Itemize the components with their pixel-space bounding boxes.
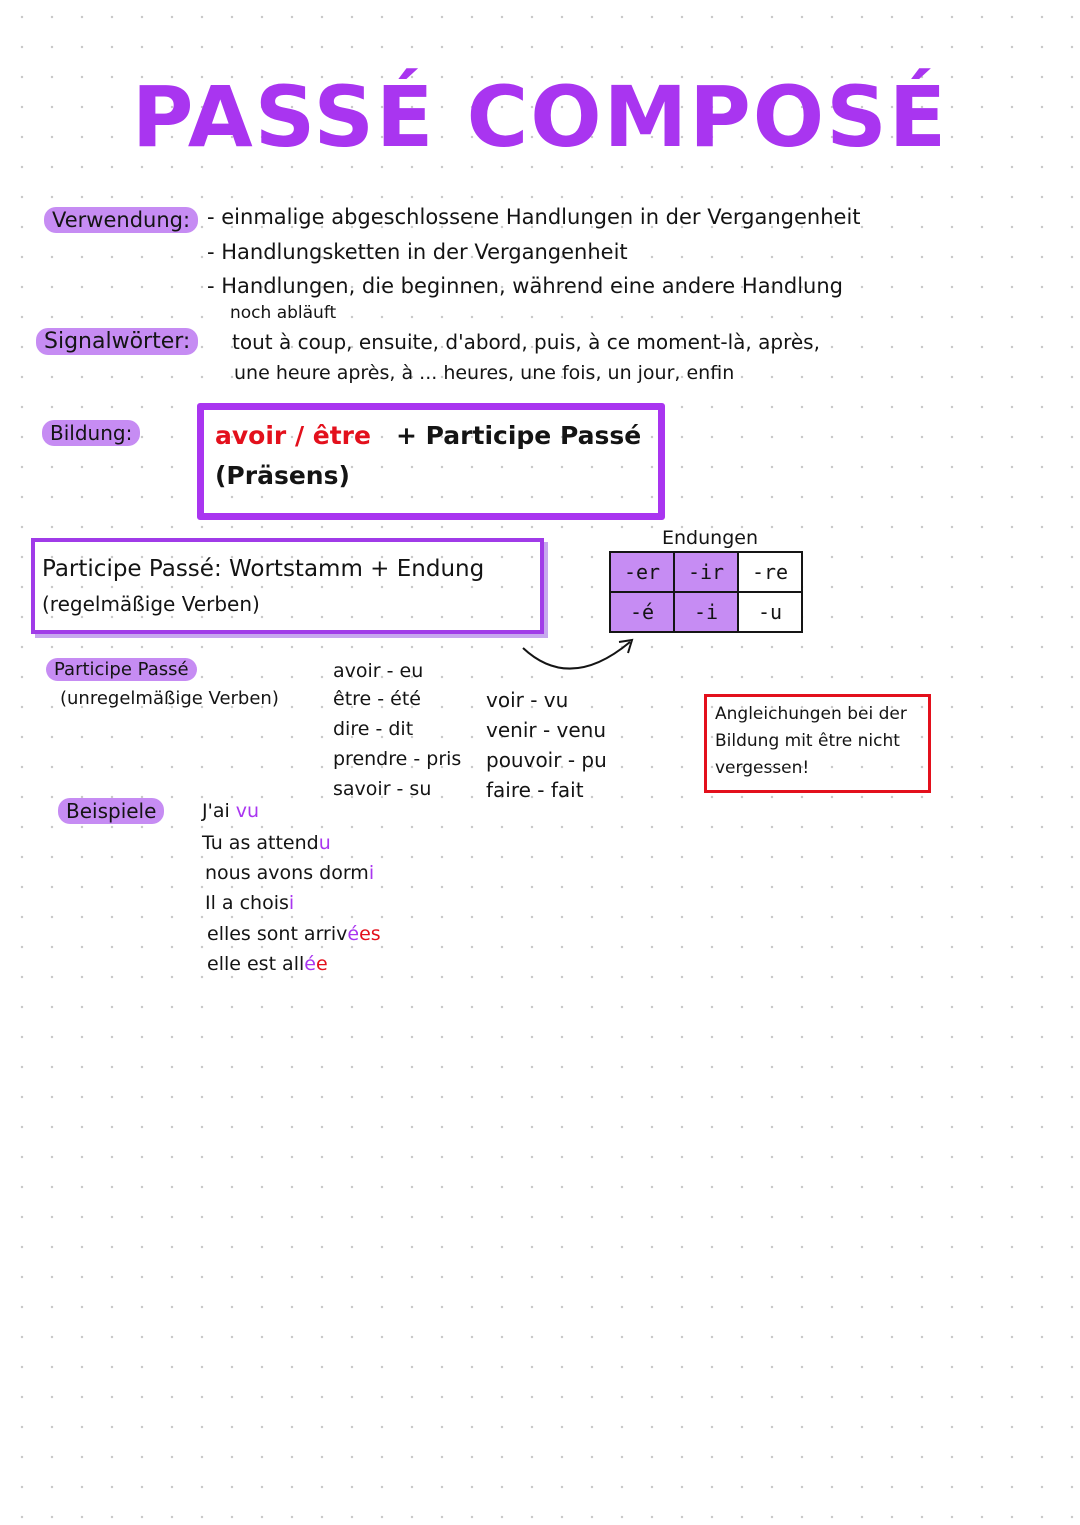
irregular-verb: voir - vu: [486, 688, 569, 712]
example-sentence: elles sont arrivées: [207, 923, 381, 945]
endungen-table: [609, 551, 803, 633]
page-title: PASSÉ COMPOSÉ: [131, 68, 949, 166]
example-sentence: Tu as attendu: [202, 832, 331, 854]
endung-i: -i: [674, 592, 738, 632]
verwendung-item-1: - einmalige abgeschlossene Handlungen in der Vergangenheit: [207, 205, 861, 229]
example-sentence: J'ai vu: [202, 800, 260, 822]
endung-er: -er: [610, 552, 674, 592]
verwendung-item-4: noch abläuft: [230, 303, 337, 323]
participe-regular-formula: Participe Passé: Wortstamm + Endung: [42, 556, 485, 582]
verwendung-item-2: - Handlungsketten in der Vergangenheit: [207, 240, 628, 264]
irregular-verb: prendre - pris: [333, 748, 462, 770]
endung-ir: -ir: [674, 552, 738, 592]
signalwoerter-label: Signalwörter:: [36, 328, 198, 355]
example-sentence: elle est allée: [207, 953, 328, 975]
endungen-title: Endungen: [662, 527, 758, 549]
signalwoerter-line-2: une heure après, à ... heures, une fois, un jour, enfin: [234, 362, 735, 384]
irregular-verb: dire - dit: [333, 718, 414, 740]
participe-regular-box: [31, 538, 544, 634]
irregular-verb: être - été: [333, 688, 421, 710]
curved-arrow-icon: [515, 630, 645, 680]
participe-irregular-label: Participe Passé: [46, 658, 197, 681]
participe-irregular-sub: (unregelmäßige Verben): [60, 688, 279, 709]
example-sentence: nous avons dormi: [205, 862, 375, 884]
endung-e: -é: [610, 592, 674, 632]
irregular-verb: venir - venu: [486, 718, 607, 742]
note-text: Angleichungen bei der Bildung mit être nicht vergessen!: [715, 704, 907, 778]
bildung-tense: (Präsens): [215, 461, 350, 490]
bildung-label: Bildung:: [42, 420, 140, 446]
verwendung-label: Verwendung:: [44, 207, 198, 233]
participe-regular-note: (regelmäßige Verben): [42, 592, 260, 616]
irregular-verb: avoir - eu: [333, 660, 424, 682]
irregular-verb: savoir - su: [333, 778, 432, 800]
bildung-participe: + Participe Passé: [396, 421, 642, 450]
endung-u: -u: [738, 592, 802, 632]
endung-re: -re: [738, 552, 802, 592]
irregular-verb: pouvoir - pu: [486, 748, 607, 772]
irregular-verb: faire - fait: [486, 778, 584, 802]
example-sentence: Il a choisi: [205, 892, 295, 914]
verwendung-item-3: - Handlungen, die beginnen, während eine andere Handlung: [207, 274, 843, 298]
beispiele-label: Beispiele: [58, 798, 164, 824]
signalwoerter-line-1: tout à coup, ensuite, d'abord, puis, à ce moment-là, après,: [232, 330, 820, 354]
bildung-auxiliary: avoir / être: [215, 421, 371, 450]
